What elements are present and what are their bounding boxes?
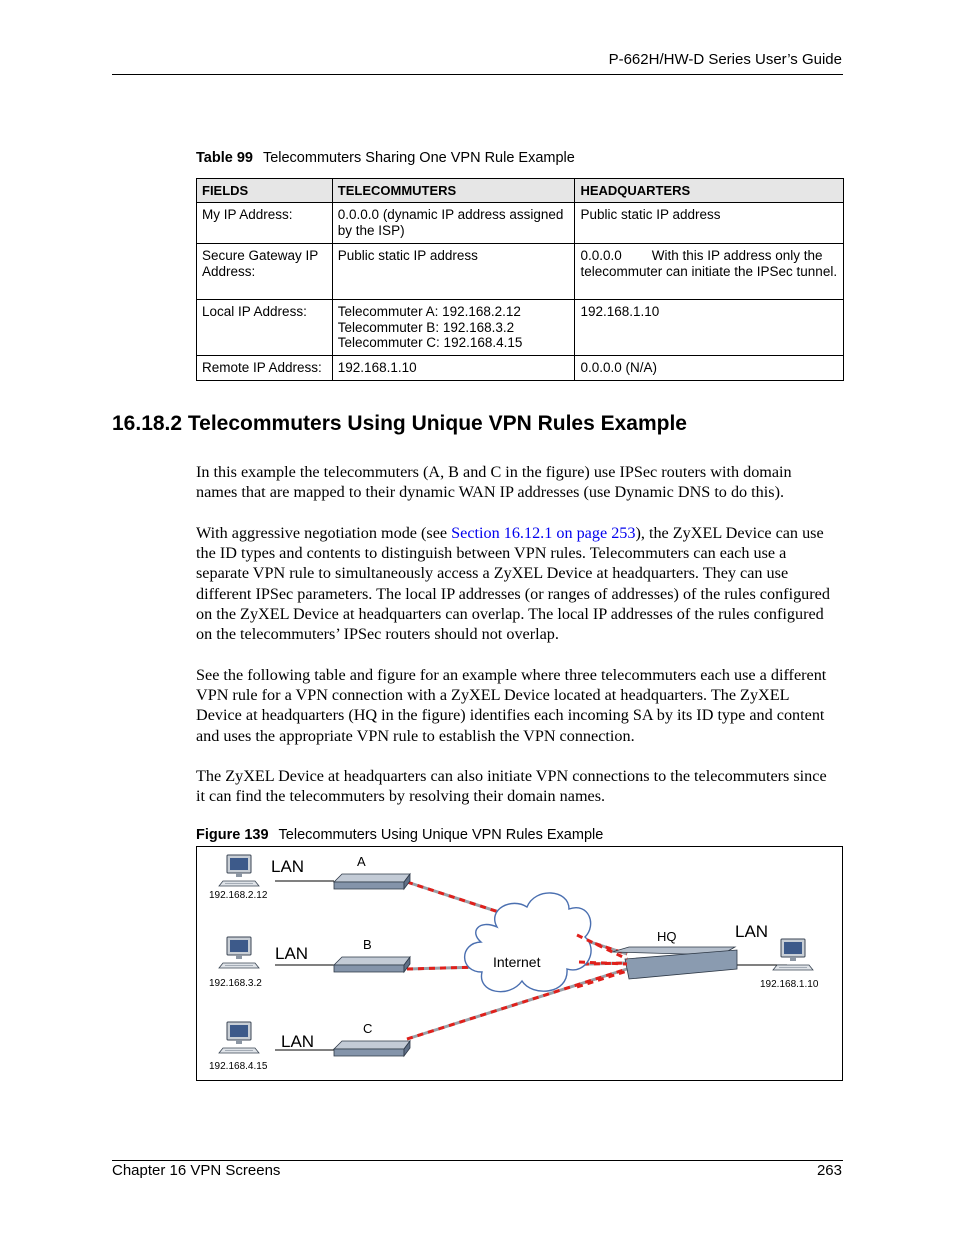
- router-label-c: C: [363, 1021, 373, 1036]
- cell-field: My IP Address:: [197, 203, 333, 244]
- telecommuters-table: [196, 178, 844, 381]
- table-row: [197, 300, 844, 356]
- router-icon-b: [334, 957, 410, 972]
- footer-page-number: 263: [816, 1162, 842, 1179]
- hq-device-icon: [612, 947, 737, 979]
- cell-headquarters: 0.0.0.0 With this IP address only the telecommuter can initiate the IPSec tunnel.: [575, 244, 844, 300]
- table-row: [197, 203, 844, 244]
- cell-telecommuters: 0.0.0.0 (dynamic IP address assigned by the ISP): [332, 203, 575, 244]
- internet-label: Internet: [493, 954, 541, 970]
- lan-label-hq: LAN: [735, 922, 769, 941]
- cell-telecommuters: Public static IP address: [332, 244, 575, 300]
- lan-label-b: LAN: [275, 944, 309, 963]
- table-caption-title: Telecommuters Sharing One VPN Rule Example: [262, 150, 575, 166]
- figure-caption-title: Telecommuters Using Unique VPN Rules Example: [278, 827, 604, 843]
- paragraph-aggressive-mode: With aggressive negotiation mode (see Section 16.12.1 on page 253), the ZyXEL Device can use the ID types and contents to distinguish between VPN rules. Telecommuters can each use a separate VPN rule to simultaneously access a ZyXEL Device at headquarters. They can use different IPSec parameters. The local IP addresses (or ranges of addresses) of the rules configured on the ZyXEL Device at headquarters can overlap. The local IP addresses of the rules configured on the telecommuters’ IPSec routers should not overlap.: [196, 524, 830, 644]
- table-row: [197, 356, 844, 381]
- cell-telecommuters: Telecommuter A: 192.168.2.12 Telecommuter B: 192.168.3.2 Telecommuter C: 192.168.4.15: [332, 300, 575, 356]
- router-label-b: B: [363, 937, 372, 952]
- cell-field: Secure Gateway IP Address:: [197, 244, 333, 300]
- cell-telecommuters: 192.168.1.10: [332, 356, 575, 381]
- router-icon-c: [334, 1041, 410, 1056]
- pc-icon-hq: [773, 939, 813, 970]
- paragraph-initiate: The ZyXEL Device at headquarters can also initiate VPN connections to the telecommuters since it can find the telecommuters by resolving their domain names.: [196, 767, 827, 806]
- running-header: P-662H/HW-D Series User’s Guide: [608, 51, 842, 68]
- column-header-headquarters: HEADQUARTERS: [575, 179, 844, 203]
- cell-field: Remote IP Address:: [197, 356, 333, 381]
- section-heading: 16.18.2 Telecommuters Using Unique VPN Rules Example: [112, 412, 687, 435]
- table-row: [197, 244, 844, 300]
- paragraph-example: See the following table and figure for an example where three telecommuters each use a different VPN rule for a VPN connection with a ZyXEL Device located at headquarters. The ZyXEL Device at headquarters (HQ in the figure) identifies each incoming SA by its ID type and content and uses the appropriate VPN rule to establish the VPN connection.: [196, 666, 827, 745]
- ip-label-c: 192.168.4.15: [209, 1061, 268, 1072]
- section-link[interactable]: Section 16.12.1 on page 253: [451, 524, 636, 542]
- footer-rule: [112, 1160, 843, 1161]
- table-caption-number: Table 99: [196, 150, 253, 166]
- figure-caption: [196, 827, 603, 843]
- column-header-fields: FIELDS: [197, 179, 333, 203]
- hq-label: HQ: [657, 929, 677, 944]
- router-label-a: A: [357, 854, 366, 869]
- ip-label-a: 192.168.2.12: [209, 890, 268, 901]
- cell-headquarters: Public static IP address: [575, 203, 844, 244]
- header-rule: [112, 74, 843, 75]
- table-caption: [196, 150, 575, 166]
- lan-label-a: LAN: [271, 857, 305, 876]
- network-diagram: [196, 846, 843, 1081]
- pc-icon-a: [219, 855, 259, 886]
- footer-chapter: Chapter 16 VPN Screens: [112, 1162, 281, 1179]
- lan-label-c: LAN: [281, 1032, 315, 1051]
- ip-label-hq: 192.168.1.10: [760, 979, 819, 990]
- ip-label-b: 192.168.3.2: [209, 978, 262, 989]
- paragraph-intro: In this example the telecommuters (A, B and C in the figure) use IPSec routers with domain names that are mapped to their dynamic WAN IP addresses (use Dynamic DNS to do this).: [196, 463, 792, 502]
- cell-field: Local IP Address:: [197, 300, 333, 356]
- cell-headquarters: 192.168.1.10: [575, 300, 844, 356]
- figure-caption-number: Figure 139: [196, 827, 269, 843]
- pc-icon-c: [219, 1022, 259, 1053]
- router-icon-a: [334, 874, 410, 889]
- cell-headquarters: 0.0.0.0 (N/A): [575, 356, 844, 381]
- table-header-row: [197, 179, 844, 203]
- column-header-telecommuters: TELECOMMUTERS: [332, 179, 575, 203]
- pc-icon-b: [219, 937, 259, 968]
